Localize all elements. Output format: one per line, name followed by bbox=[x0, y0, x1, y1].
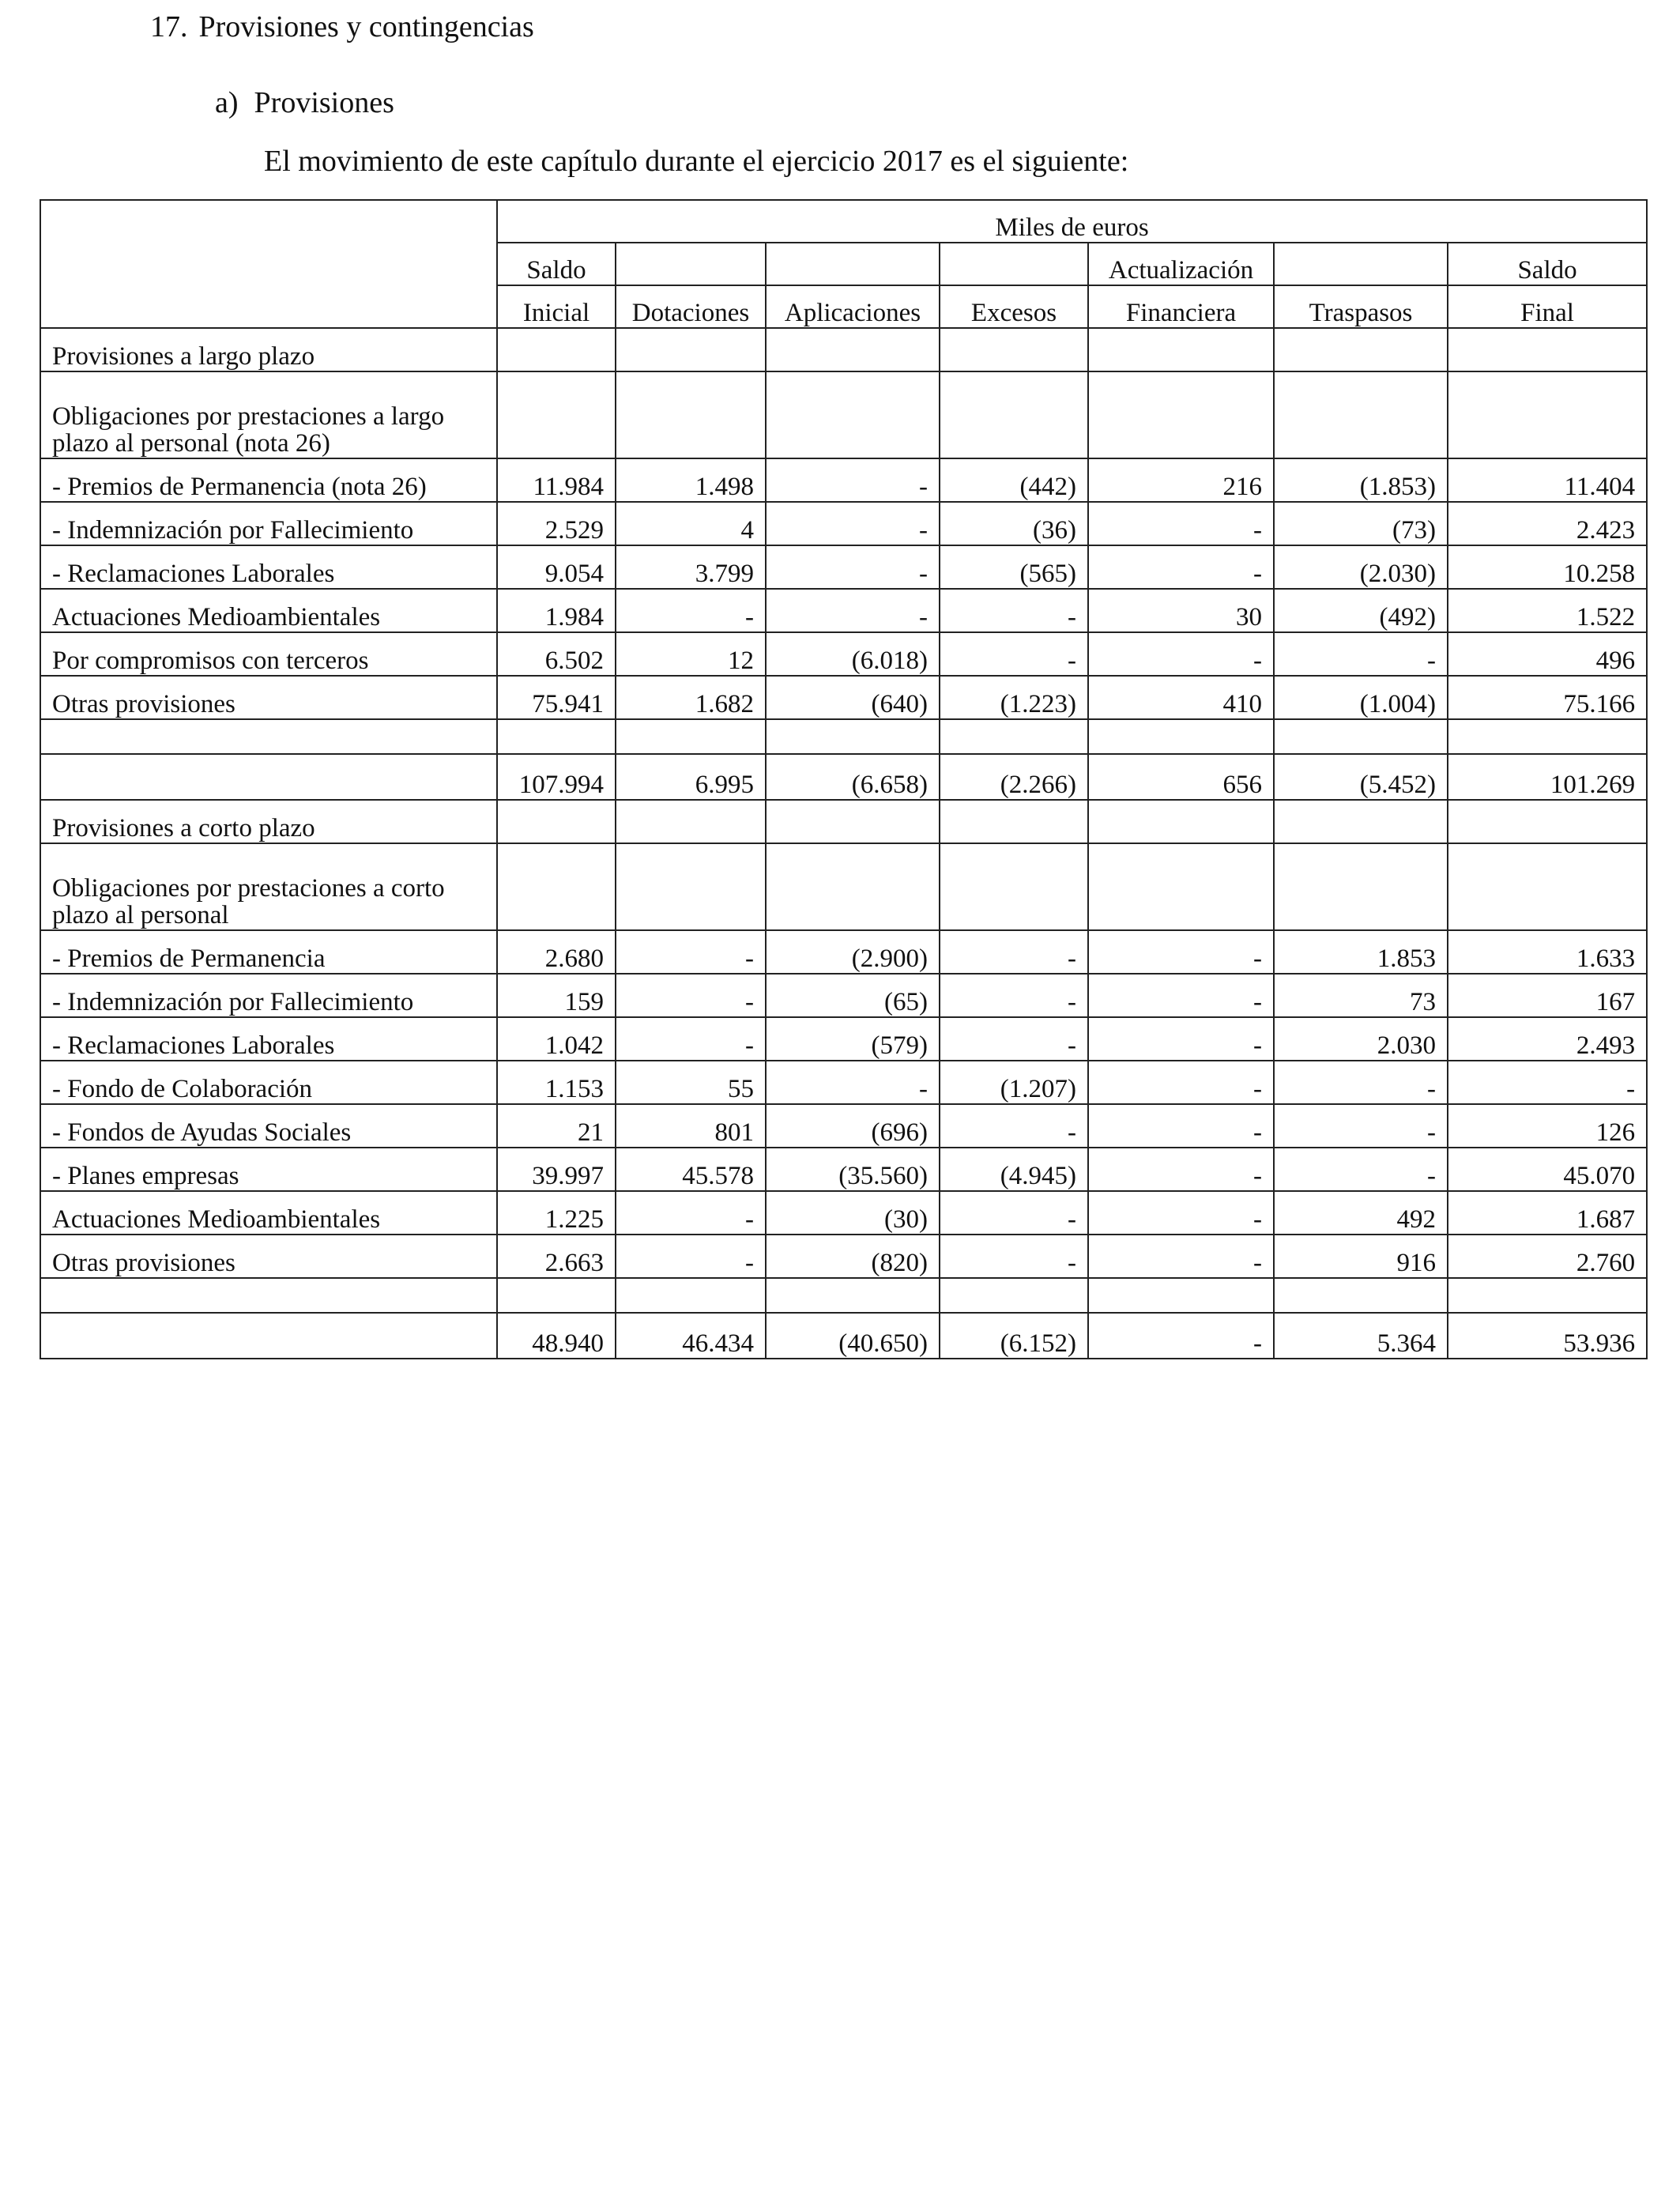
value-cell: 801 bbox=[616, 1104, 766, 1148]
value-cell: 75.941 bbox=[497, 676, 616, 719]
value-cell bbox=[616, 1278, 766, 1313]
column-header-top bbox=[766, 243, 940, 285]
value-cell: - bbox=[940, 589, 1088, 632]
value-cell: - bbox=[1088, 930, 1274, 974]
value-cell bbox=[497, 328, 616, 371]
value-cell: - bbox=[940, 930, 1088, 974]
value-cell: - bbox=[1274, 1104, 1448, 1148]
value-cell: 21 bbox=[497, 1104, 616, 1148]
provisions-table bbox=[40, 199, 1648, 1359]
value-cell: - bbox=[1274, 1061, 1448, 1104]
value-cell: 167 bbox=[1448, 974, 1647, 1017]
column-header-top: Saldo bbox=[1448, 243, 1647, 285]
value-cell bbox=[1274, 328, 1448, 371]
value-cell bbox=[940, 719, 1088, 754]
value-cell: 101.269 bbox=[1448, 754, 1647, 800]
value-cell: - bbox=[1088, 632, 1274, 676]
value-cell: 492 bbox=[1274, 1191, 1448, 1235]
section-title: Provisiones a largo plazo bbox=[40, 328, 497, 371]
value-cell: 496 bbox=[1448, 632, 1647, 676]
value-cell: - bbox=[766, 458, 940, 502]
value-cell: 55 bbox=[616, 1061, 766, 1104]
column-header-top: Saldo bbox=[497, 243, 616, 285]
value-cell: - bbox=[616, 930, 766, 974]
value-cell: 10.258 bbox=[1448, 545, 1647, 589]
column-header: Excesos bbox=[940, 285, 1088, 328]
value-cell: 1.682 bbox=[616, 676, 766, 719]
value-cell: 1.984 bbox=[497, 589, 616, 632]
value-cell bbox=[766, 843, 940, 930]
group-label: Obligaciones por prestaciones a largo plazo al personal (nota 26) bbox=[40, 371, 497, 458]
value-cell bbox=[766, 800, 940, 843]
total-row bbox=[40, 1313, 1647, 1359]
value-cell: (820) bbox=[766, 1235, 940, 1278]
value-cell bbox=[1448, 328, 1647, 371]
value-cell: - bbox=[616, 974, 766, 1017]
table-row bbox=[40, 1061, 1647, 1104]
table-row bbox=[40, 1148, 1647, 1191]
value-cell bbox=[940, 328, 1088, 371]
column-header: Dotaciones bbox=[616, 285, 766, 328]
value-cell bbox=[940, 843, 1088, 930]
value-cell bbox=[766, 328, 940, 371]
value-cell: 6.995 bbox=[616, 754, 766, 800]
value-cell: 46.434 bbox=[616, 1313, 766, 1359]
table-row bbox=[40, 1104, 1647, 1148]
value-cell: 2.493 bbox=[1448, 1017, 1647, 1061]
column-header: Traspasos bbox=[1274, 285, 1448, 328]
section-title: Provisiones y contingencias bbox=[198, 10, 534, 43]
value-cell bbox=[1274, 719, 1448, 754]
value-cell: 2.760 bbox=[1448, 1235, 1647, 1278]
value-cell: (2.030) bbox=[1274, 545, 1448, 589]
value-cell: - bbox=[940, 974, 1088, 1017]
value-cell bbox=[766, 1278, 940, 1313]
value-cell: 216 bbox=[1088, 458, 1274, 502]
value-cell: - bbox=[616, 1017, 766, 1061]
section-title-row bbox=[40, 800, 1647, 843]
spacer-row bbox=[40, 1278, 1647, 1313]
value-cell: 39.997 bbox=[497, 1148, 616, 1191]
value-cell: (442) bbox=[940, 458, 1088, 502]
value-cell: 12 bbox=[616, 632, 766, 676]
value-cell: 45.578 bbox=[616, 1148, 766, 1191]
value-cell: 1.153 bbox=[497, 1061, 616, 1104]
table-row bbox=[40, 545, 1647, 589]
value-cell bbox=[1448, 719, 1647, 754]
value-cell bbox=[1448, 1278, 1647, 1313]
value-cell: - bbox=[1088, 545, 1274, 589]
row-label: - Indemnización por Fallecimiento bbox=[40, 502, 497, 545]
spacer-cell bbox=[40, 1278, 497, 1313]
value-cell: 2.663 bbox=[497, 1235, 616, 1278]
table-row bbox=[40, 1191, 1647, 1235]
value-cell bbox=[1274, 1278, 1448, 1313]
value-cell bbox=[616, 843, 766, 930]
column-header: Inicial bbox=[497, 285, 616, 328]
section-heading bbox=[150, 9, 534, 44]
group-label-row bbox=[40, 843, 1647, 930]
value-cell: 1.225 bbox=[497, 1191, 616, 1235]
value-cell: 11.404 bbox=[1448, 458, 1647, 502]
value-cell: 30 bbox=[1088, 589, 1274, 632]
section-title-row bbox=[40, 328, 1647, 371]
value-cell: - bbox=[766, 589, 940, 632]
value-cell bbox=[1088, 328, 1274, 371]
value-cell bbox=[1448, 371, 1647, 458]
value-cell: (5.452) bbox=[1274, 754, 1448, 800]
intro-text: El movimiento de este capítulo durante el ejercicio 2017 es el siguiente: bbox=[264, 145, 1129, 178]
value-cell bbox=[1274, 843, 1448, 930]
value-cell: - bbox=[616, 1191, 766, 1235]
value-cell bbox=[940, 371, 1088, 458]
value-cell: 1.633 bbox=[1448, 930, 1647, 974]
value-cell: 159 bbox=[497, 974, 616, 1017]
value-cell: - bbox=[1088, 1061, 1274, 1104]
value-cell: - bbox=[1088, 1017, 1274, 1061]
value-cell: - bbox=[1088, 1191, 1274, 1235]
units-header: Miles de euros bbox=[497, 200, 1647, 243]
value-cell bbox=[1448, 843, 1647, 930]
value-cell: (36) bbox=[940, 502, 1088, 545]
value-cell: (1.004) bbox=[1274, 676, 1448, 719]
value-cell bbox=[1088, 843, 1274, 930]
column-header: Financiera bbox=[1088, 285, 1274, 328]
value-cell bbox=[1088, 800, 1274, 843]
value-cell: 107.994 bbox=[497, 754, 616, 800]
value-cell: - bbox=[1448, 1061, 1647, 1104]
table-row bbox=[40, 589, 1647, 632]
value-cell: 1.687 bbox=[1448, 1191, 1647, 1235]
row-label: - Fondo de Colaboración bbox=[40, 1061, 497, 1104]
value-cell: (565) bbox=[940, 545, 1088, 589]
table-row bbox=[40, 502, 1647, 545]
total-row bbox=[40, 754, 1647, 800]
value-cell bbox=[616, 371, 766, 458]
value-cell: - bbox=[1088, 1235, 1274, 1278]
value-cell: - bbox=[940, 1235, 1088, 1278]
value-cell: 410 bbox=[1088, 676, 1274, 719]
row-label: Otras provisiones bbox=[40, 1235, 497, 1278]
value-cell: - bbox=[1274, 1148, 1448, 1191]
total-label bbox=[40, 754, 497, 800]
header-corner-cell bbox=[40, 200, 497, 328]
value-cell: (579) bbox=[766, 1017, 940, 1061]
table-row bbox=[40, 458, 1647, 502]
row-label: - Reclamaciones Laborales bbox=[40, 1017, 497, 1061]
value-cell: (6.658) bbox=[766, 754, 940, 800]
value-cell: - bbox=[1088, 1148, 1274, 1191]
value-cell bbox=[1274, 371, 1448, 458]
value-cell bbox=[940, 800, 1088, 843]
value-cell: 656 bbox=[1088, 754, 1274, 800]
value-cell: (696) bbox=[766, 1104, 940, 1148]
row-label: Por compromisos con terceros bbox=[40, 632, 497, 676]
value-cell bbox=[1448, 800, 1647, 843]
value-cell bbox=[1088, 719, 1274, 754]
value-cell: (35.560) bbox=[766, 1148, 940, 1191]
section-number: 17. bbox=[150, 10, 188, 43]
value-cell bbox=[1088, 1278, 1274, 1313]
value-cell: 48.940 bbox=[497, 1313, 616, 1359]
value-cell: 2.680 bbox=[497, 930, 616, 974]
table-row bbox=[40, 1017, 1647, 1061]
table-row bbox=[40, 1235, 1647, 1278]
value-cell: (65) bbox=[766, 974, 940, 1017]
column-header-top bbox=[940, 243, 1088, 285]
value-cell: (492) bbox=[1274, 589, 1448, 632]
value-cell bbox=[497, 843, 616, 930]
value-cell: - bbox=[1274, 632, 1448, 676]
value-cell bbox=[616, 328, 766, 371]
subsection-title: Provisiones bbox=[254, 86, 394, 119]
value-cell bbox=[616, 800, 766, 843]
value-cell: - bbox=[1088, 974, 1274, 1017]
value-cell: - bbox=[766, 502, 940, 545]
value-cell: 5.364 bbox=[1274, 1313, 1448, 1359]
value-cell: 73 bbox=[1274, 974, 1448, 1017]
row-label: - Premios de Permanencia bbox=[40, 930, 497, 974]
table-row bbox=[40, 676, 1647, 719]
value-cell: - bbox=[940, 1104, 1088, 1148]
value-cell: (40.650) bbox=[766, 1313, 940, 1359]
value-cell: (73) bbox=[1274, 502, 1448, 545]
value-cell: (2.266) bbox=[940, 754, 1088, 800]
section-title: Provisiones a corto plazo bbox=[40, 800, 497, 843]
value-cell: - bbox=[766, 545, 940, 589]
group-label: Obligaciones por prestaciones a corto plazo al personal bbox=[40, 843, 497, 930]
value-cell: (1.853) bbox=[1274, 458, 1448, 502]
value-cell: 126 bbox=[1448, 1104, 1647, 1148]
value-cell: (2.900) bbox=[766, 930, 940, 974]
value-cell: - bbox=[766, 1061, 940, 1104]
value-cell: (30) bbox=[766, 1191, 940, 1235]
column-header-top: Actualización bbox=[1088, 243, 1274, 285]
value-cell bbox=[497, 800, 616, 843]
column-header-top bbox=[616, 243, 766, 285]
value-cell: - bbox=[940, 1191, 1088, 1235]
value-cell: 2.529 bbox=[497, 502, 616, 545]
table-row bbox=[40, 930, 1647, 974]
value-cell: (640) bbox=[766, 676, 940, 719]
value-cell: - bbox=[1088, 1104, 1274, 1148]
value-cell: 1.498 bbox=[616, 458, 766, 502]
subsection-heading bbox=[215, 85, 394, 120]
value-cell: 916 bbox=[1274, 1235, 1448, 1278]
column-header: Final bbox=[1448, 285, 1647, 328]
value-cell: 1.522 bbox=[1448, 589, 1647, 632]
row-label: - Premios de Permanencia (nota 26) bbox=[40, 458, 497, 502]
value-cell: (1.223) bbox=[940, 676, 1088, 719]
row-label: Actuaciones Medioambientales bbox=[40, 589, 497, 632]
value-cell: - bbox=[1088, 1313, 1274, 1359]
row-label: - Fondos de Ayudas Sociales bbox=[40, 1104, 497, 1148]
row-label: Actuaciones Medioambientales bbox=[40, 1191, 497, 1235]
spacer-cell bbox=[40, 719, 497, 754]
value-cell: (6.018) bbox=[766, 632, 940, 676]
value-cell bbox=[766, 719, 940, 754]
row-label: - Planes empresas bbox=[40, 1148, 497, 1191]
value-cell: 2.423 bbox=[1448, 502, 1647, 545]
value-cell: 1.853 bbox=[1274, 930, 1448, 974]
value-cell: - bbox=[1088, 502, 1274, 545]
value-cell bbox=[616, 719, 766, 754]
value-cell: 11.984 bbox=[497, 458, 616, 502]
row-label: - Indemnización por Fallecimiento bbox=[40, 974, 497, 1017]
value-cell: (1.207) bbox=[940, 1061, 1088, 1104]
value-cell: - bbox=[940, 632, 1088, 676]
value-cell: 9.054 bbox=[497, 545, 616, 589]
total-label bbox=[40, 1313, 497, 1359]
value-cell: 45.070 bbox=[1448, 1148, 1647, 1191]
value-cell bbox=[497, 371, 616, 458]
value-cell: (6.152) bbox=[940, 1313, 1088, 1359]
value-cell: 3.799 bbox=[616, 545, 766, 589]
subsection-letter: a) bbox=[215, 86, 239, 119]
value-cell: - bbox=[616, 589, 766, 632]
column-header: Aplicaciones bbox=[766, 285, 940, 328]
spacer-row bbox=[40, 719, 1647, 754]
value-cell: 6.502 bbox=[497, 632, 616, 676]
value-cell: - bbox=[940, 1017, 1088, 1061]
value-cell bbox=[940, 1278, 1088, 1313]
column-header-top bbox=[1274, 243, 1448, 285]
value-cell: - bbox=[616, 1235, 766, 1278]
value-cell: 1.042 bbox=[497, 1017, 616, 1061]
row-label: Otras provisiones bbox=[40, 676, 497, 719]
value-cell bbox=[497, 719, 616, 754]
table-row bbox=[40, 632, 1647, 676]
group-label-row bbox=[40, 371, 1647, 458]
value-cell bbox=[766, 371, 940, 458]
value-cell bbox=[1088, 371, 1274, 458]
value-cell: 75.166 bbox=[1448, 676, 1647, 719]
value-cell bbox=[497, 1278, 616, 1313]
value-cell: 4 bbox=[616, 502, 766, 545]
table-row bbox=[40, 974, 1647, 1017]
value-cell: (4.945) bbox=[940, 1148, 1088, 1191]
value-cell: 53.936 bbox=[1448, 1313, 1647, 1359]
row-label: - Reclamaciones Laborales bbox=[40, 545, 497, 589]
value-cell bbox=[1274, 800, 1448, 843]
value-cell: 2.030 bbox=[1274, 1017, 1448, 1061]
